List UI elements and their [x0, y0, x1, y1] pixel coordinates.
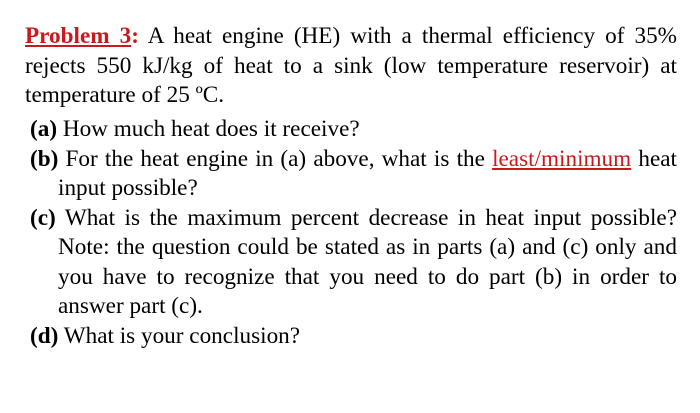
question-parts	[30, 115, 677, 351]
part-d-label: (d)	[30, 322, 59, 349]
part-c-text: What is the maximum percent decrease in heat input possible? Note: the question could be stated as in parts (a) and (c) only and you have to recognize that you need to do part (b) in order to answer part (c).	[55, 204, 677, 319]
part-d-text: What is your conclusion?	[58, 322, 301, 349]
part-a	[30, 115, 677, 145]
problem-text: A heat engine (HE) with a thermal efficiency of 35% rejects 550 kJ/kg of heat to a sink (low temperature reservoir) at temperature of 25 ºC.	[25, 23, 677, 108]
part-a-label: (a)	[30, 116, 58, 142]
part-c-label: (c)	[30, 204, 56, 231]
problem-label: Problem 3	[25, 23, 132, 49]
part-b	[30, 145, 677, 204]
part-b-text-before: For the heat engine in (a) above, what is the	[58, 145, 493, 172]
part-b-highlight: least/minimum	[492, 145, 632, 172]
part-b-label: (b)	[30, 145, 59, 172]
part-a-text: How much heat does it receive?	[57, 116, 360, 142]
part-b-text-after: heat input possible?	[58, 145, 678, 201]
problem-colon: :	[131, 23, 139, 49]
part-d	[30, 322, 677, 352]
part-c	[30, 204, 677, 322]
problem-statement	[25, 22, 677, 111]
